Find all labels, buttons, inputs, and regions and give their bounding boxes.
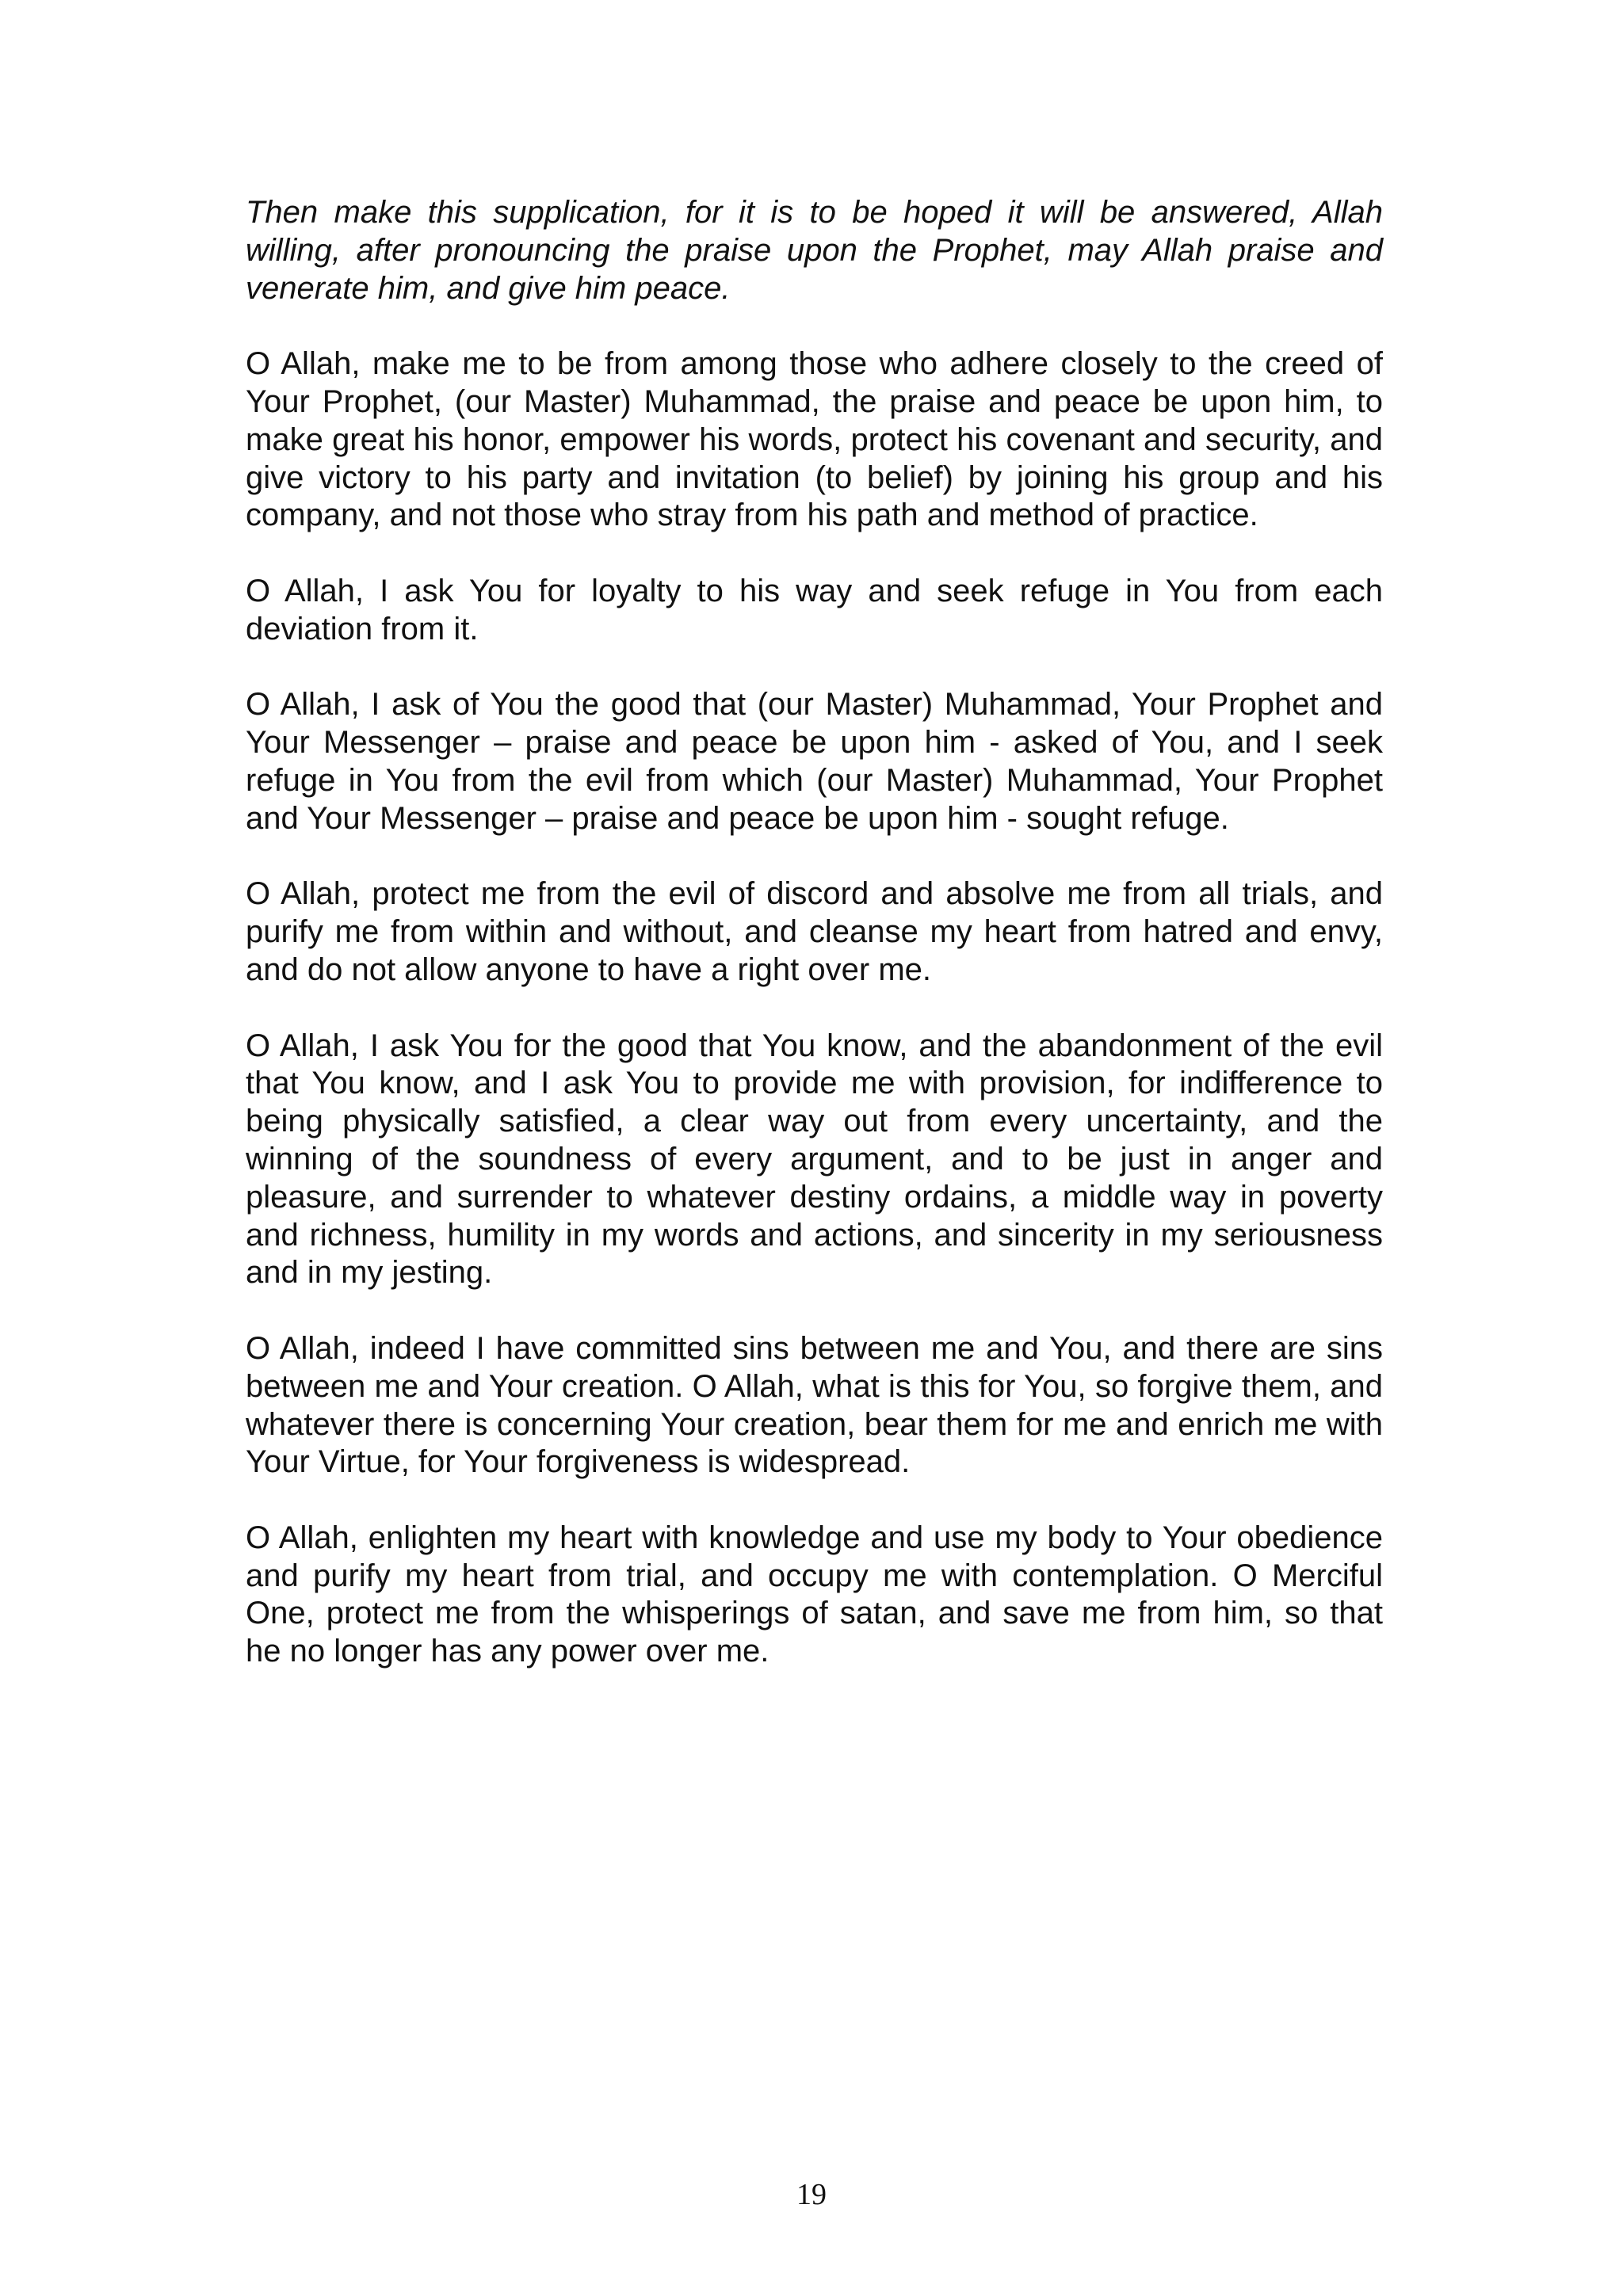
intro-paragraph: Then make this supplication, for it is to be hoped it will be answered, Allah willing, after pronouncing the praise upon the Prophet, may Allah praise and venerate him, and give him peace. bbox=[246, 195, 1383, 306]
supplication-paragraph-5: O Allah, I ask You for the good that You know, and the abandonment of the evil that You know, and I ask You to provide me with provision, for indifference to being physically satisfied, a clear way out from every uncertainty, and the winning of the soundness of every argument, and to be just in anger and pleasure, and surrender to whatever destiny ordains, a middle way in poverty and richness, humility in my words and actions, and sincerity in my seriousness and in my jesting. bbox=[246, 1028, 1383, 1291]
page-number: 19 bbox=[796, 2178, 827, 2211]
supplication-paragraph-2: O Allah, I ask You for loyalty to his way and seek refuge in You from each deviation from it. bbox=[246, 573, 1383, 646]
supplication-paragraph-3: O Allah, I ask of You the good that (our Master) Muhammad, Your Prophet and Your Messenger – praise and peace be upon him - asked of You, and I seek refuge in You from the evil from which (our Master) Muhammad, Your Prophet and Your Messenger – praise and peace be upon him - sought refuge. bbox=[246, 687, 1383, 836]
supplication-paragraph-1: O Allah, make me to be from among those who adhere closely to the creed of Your Prophet, (our Master) Muhammad, the praise and peace be upon him, to make great his honor, empower his words, protect his covenant and security, and give victory to his party and invitation (to belief) by joining his group and his company, and not those who stray from his path and method of practice. bbox=[246, 346, 1383, 533]
supplication-paragraph-4: O Allah, protect me from the evil of discord and absolve me from all trials, and purify me from within and without, and cleanse my heart from hatred and envy, and do not allow anyone to have a right over me. bbox=[246, 876, 1383, 987]
body-text bbox=[246, 194, 1383, 1709]
supplication-paragraph-6: O Allah, indeed I have committed sins between me and You, and there are sins between me and Your creation. O Allah, what is this for You, so forgive them, and whatever there is concerning Your creation, bear them for me and enrich me with Your Virtue, for Your forgiveness is widespread. bbox=[246, 1330, 1383, 1480]
supplication-paragraph-7: O Allah, enlighten my heart with knowledge and use my body to Your obedience and purify my heart from trial, and occupy me with contemplation. O Merciful One, protect me from the whisperings of satan, and save me from him, so that he no longer has any power over me. bbox=[246, 1520, 1383, 1669]
